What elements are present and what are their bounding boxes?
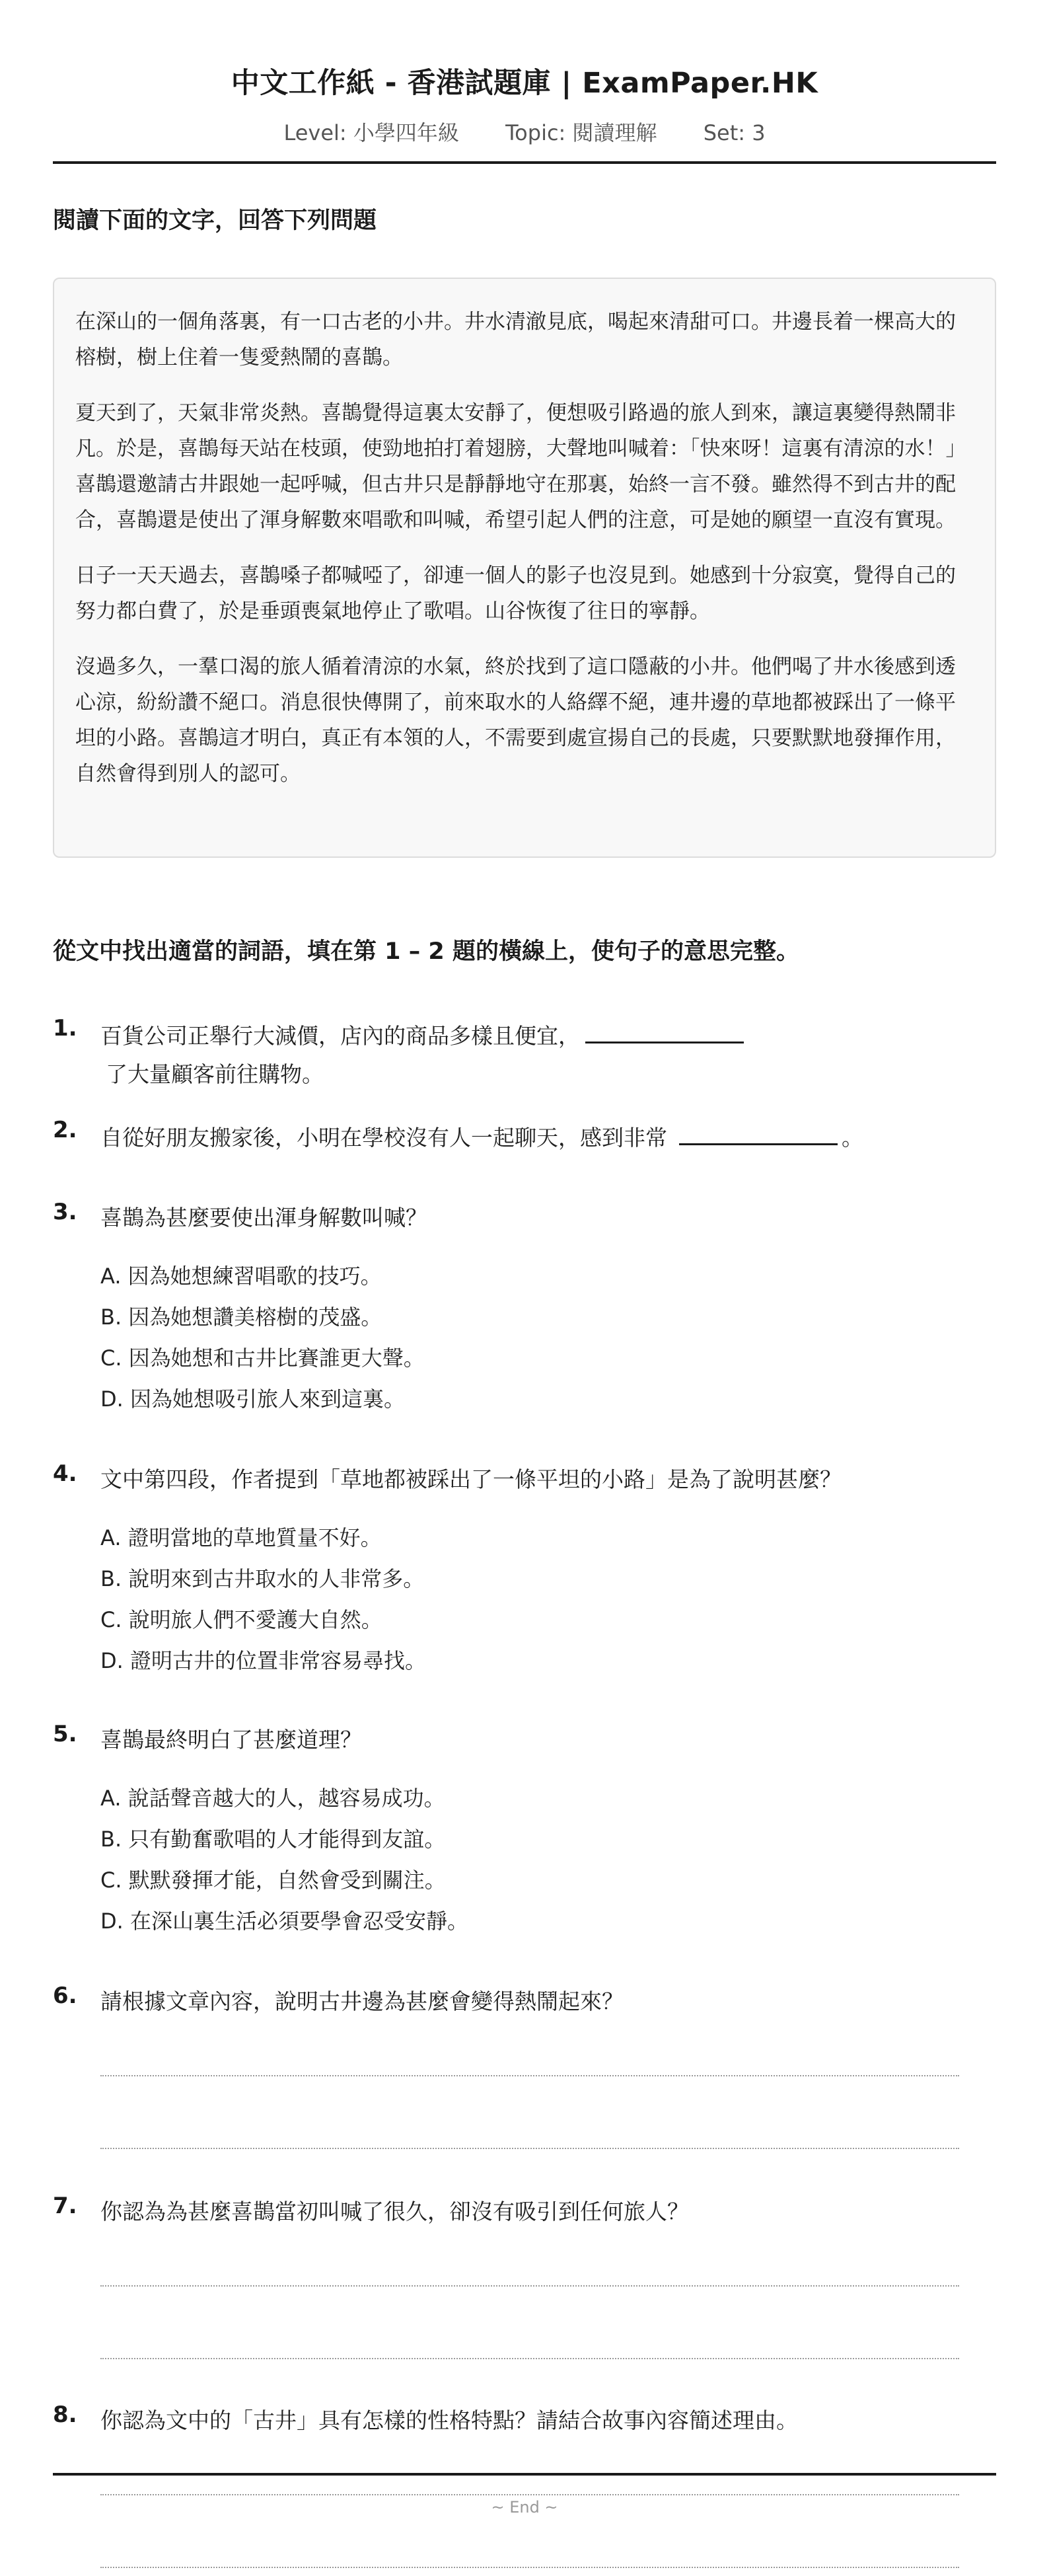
answer-line[interactable] [100,2358,959,2359]
question-number: 3. [53,1199,77,1225]
question-text: 喜鵲最終明白了甚麼道理？ [100,1727,362,1753]
options-list [100,1778,959,1942]
question-text [100,1015,959,1094]
option-a[interactable]: A. 證明當地的草地質量不好。 [100,1525,382,1550]
topic-label: Topic: 閱讀理解 [505,120,657,145]
answer-line[interactable] [100,2075,959,2076]
question-text: 你認為文中的「古井」具有怎樣的性格特點？請結合故事內容簡述理由。 [100,2407,798,2433]
question-number: 6. [53,1983,77,2009]
reading-passage [53,278,996,858]
option-b[interactable]: B. 因為她想讚美榕樹的茂盛。 [100,1305,382,1330]
end-marker: ~ End ~ [491,2498,558,2517]
answer-line[interactable] [100,2148,959,2149]
answer-blank[interactable] [679,1117,838,1145]
option-a[interactable]: A. 因為她想練習唱歌的技巧。 [100,1264,382,1289]
question-text: 請根據文章內容，說明古井邊為甚麼會變得熱鬧起來？ [100,1989,624,2014]
question-text [100,1117,959,1157]
page-title: 中文工作紙 - 香港試題庫 | ExamPaper.HK [231,67,818,100]
option-d[interactable]: D. 在深山裏生活必須要學會忍受安靜。 [100,1909,468,1934]
question-number: 1. [53,1015,77,1042]
reading-heading: 閱讀下面的文字，回答下列問題 [53,208,377,234]
option-b[interactable]: B. 說明來到古井取水的人非常多。 [100,1566,425,1591]
answer-line[interactable] [100,2494,959,2495]
passage-paragraph-1: 在深山的一個角落裏，有一口古老的小井。井水清澈見底，喝起來清甜可口。井邊長着一棵高大的榕樹，樹上住着一隻愛熱鬧的喜鵲。 [75,310,956,369]
question-text-part-2: 了大量顧客前往購物。 [106,1061,324,1087]
set-label: Set: 3 [703,120,766,145]
option-c[interactable]: C. 因為她想和古井比賽誰更大聲。 [100,1345,425,1371]
answer-line[interactable] [100,2567,959,2568]
option-a[interactable]: A. 說話聲音越大的人，越容易成功。 [100,1786,445,1811]
worksheet-page [53,0,996,2576]
question-number: 8. [53,2402,77,2428]
option-d[interactable]: D. 因為她想吸引旅人來到這裏。 [100,1386,405,1412]
option-b[interactable]: B. 只有勤奮歌唱的人才能得到友誼。 [100,1827,446,1852]
question-text: 喜鵲為甚麼要使出渾身解數叫喊？ [100,1205,427,1231]
question-number: 7. [53,2193,77,2219]
question-text-part-1: 百貨公司正舉行大減價，店內的商品多樣且便宜， [100,1023,580,1049]
passage-paragraph-4: 沒過多久，一羣口渴的旅人循着清涼的水氣，終於找到了這口隱蔽的小井。他們喝了井水後感到透心涼，紛紛讚不絕口。消息很快傳開了，前來取水的人絡繹不絕，連井邊的草地都被踩出了一條平坦的小路。喜鵲這才明白，真正有本領的人，不需要到處宣揚自己的長處，只要默默地發揮作用，自然會得到別人的認可。 [75,655,956,786]
question-text-part-1: 自從好朋友搬家後，小明在學校沒有人一起聊天，感到非常 [100,1125,667,1151]
question-number: 2. [53,1117,77,1143]
level-label: Level: 小學四年級 [283,120,459,145]
footer-divider [53,2473,996,2476]
option-c[interactable]: C. 默默發揮才能，自然會受到關注。 [100,1868,446,1893]
passage-paragraph-2: 夏天到了，天氣非常炎熱。喜鵲覺得這裏太安靜了，便想吸引路過的旅人到來，讓這裏變得熱鬧非凡。於是，喜鵲每天站在枝頭，使勁地拍打着翅膀，大聲地叫喊着：「快來呀！這裏有清涼的水！」喜鵲還邀請古井跟她一起呼喊，但古井只是靜靜地守在那裏，始終一言不發。雖然得不到古井的配合，喜鵲還是使出了渾身解數來唱歌和叫喊，希望引起人們的注意，可是她的願望一直沒有實現。 [75,401,966,532]
header-divider [53,161,996,164]
question-number: 5. [53,1721,77,1747]
option-d[interactable]: D. 證明古井的位置非常容易尋找。 [100,1648,426,1673]
fill-in-heading: 從文中找出適當的詞語，填在第 1 – 2 題的橫線上，使句子的意思完整。 [53,938,799,965]
options-list [100,1256,959,1420]
question-text: 你認為為甚麼喜鵲當初叫喊了很久，卻沒有吸引到任何旅人？ [100,2199,689,2224]
question-text: 文中第四段，作者提到「草地都被踩出了一條平坦的小路」是為了說明甚麼？ [100,1466,842,1492]
option-c[interactable]: C. 說明旅人們不愛護大自然。 [100,1607,382,1632]
options-list [100,1517,959,1681]
answer-blank[interactable] [585,1015,744,1043]
answer-line[interactable] [100,2285,959,2287]
worksheet-meta [53,116,996,147]
passage-paragraph-3: 日子一天天過去，喜鵲嗓子都喊啞了，卻連一個人的影子也沒見到。她感到十分寂寞，覺得自己的努力都白費了，於是垂頭喪氣地停止了歌唱。山谷恢復了往日的寧靜。 [75,564,956,623]
question-number: 4. [53,1460,77,1487]
question-text-part-2: 。 [842,1125,863,1151]
